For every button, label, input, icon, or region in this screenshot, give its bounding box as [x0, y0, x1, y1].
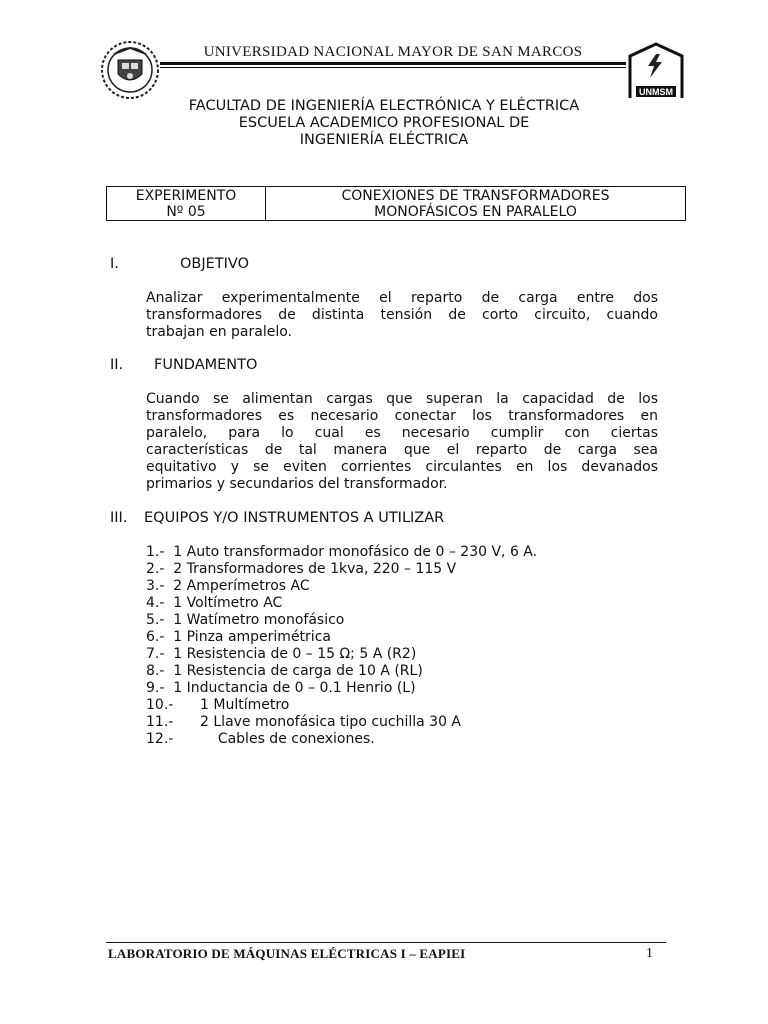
page-number: 1 — [646, 946, 653, 961]
faculty-logo-text: UNMSM — [639, 87, 673, 97]
section-title: FUNDAMENTO — [154, 357, 258, 373]
section-title: EQUIPOS Y/O INSTRUMENTOS A UTILIZAR — [144, 510, 445, 526]
faculty-heading — [100, 98, 668, 149]
section-equipos-heading — [110, 510, 444, 526]
paragraph-line: transformadores de distinta tensión de corto circuito, cuando — [146, 307, 658, 323]
list-item: 11.- 2 Llave monofásica tipo cuchilla 30 A — [146, 714, 462, 730]
paragraph-line: trabajan en paralelo. — [146, 324, 292, 340]
list-item: 6.- 1 Pinza amperimétrica — [146, 629, 331, 645]
section-number: III. — [110, 510, 128, 526]
experiment-title-cell — [266, 187, 685, 220]
paragraph-line: equitativo y se eviten corrientes circulantes en los devanados — [146, 459, 658, 475]
paragraph-line: Cuando se alimentan cargas que superan la capacidad de los — [146, 391, 658, 407]
list-item: 3.- 2 Amperímetros AC — [146, 578, 310, 594]
list-item: 9.- 1 Inductancia de 0 – 0.1 Henrio (L) — [146, 680, 416, 696]
experiment-label-cell — [107, 187, 266, 220]
equipment-list — [146, 544, 537, 748]
section-title: OBJETIVO — [180, 256, 250, 272]
paragraph-line: características de tal manera que el reparto de carga sea — [146, 442, 658, 458]
list-item: 5.- 1 Watímetro monofásico — [146, 612, 345, 628]
experiment-title-line-1: CONEXIONES DE TRANSFORMADORES — [341, 188, 610, 204]
paragraph-line: Analizar experimentalmente el reparto de carga entre dos — [146, 290, 658, 306]
experiment-label: EXPERIMENTO — [135, 188, 237, 204]
list-item: 8.- 1 Resistencia de carga de 10 A (RL) — [146, 663, 423, 679]
experiment-box — [106, 186, 686, 221]
faculty-line-2: ESCUELA ACADEMICO PROFESIONAL DE — [238, 115, 530, 131]
list-item: 12.- Cables de conexiones. — [146, 731, 375, 747]
experiment-number: Nº 05 — [166, 204, 206, 220]
section-objetivo-heading — [110, 256, 249, 272]
list-item: 2.- 2 Transformadores de 1kva, 220 – 115 V — [146, 561, 457, 577]
header-rule-thick — [160, 62, 626, 65]
objetivo-paragraph — [146, 290, 658, 341]
paragraph-line: transformadores es necesario conectar los transformadores en — [146, 408, 658, 424]
footer-rule — [106, 942, 666, 943]
section-fundamento-heading — [110, 357, 257, 373]
section-number: II. — [110, 357, 124, 373]
header-rule-thin — [160, 67, 626, 68]
list-item: 10.- 1 Multímetro — [146, 697, 290, 713]
footer-lab-title: LABORATORIO DE MÁQUINAS ELÉCTRICAS I – EAPIEI — [108, 946, 466, 961]
paragraph-line: paralelo, para lo cual es necesario cumplir con ciertas — [146, 425, 658, 441]
list-item: 7.- 1 Resistencia de 0 – 15 Ω; 5 A (R2) — [146, 646, 417, 662]
faculty-logo — [626, 42, 686, 100]
list-item: 1.- 1 Auto transformador monofásico de 0 – 230 V, 6 A. — [146, 544, 538, 560]
university-crest-logo — [100, 40, 160, 100]
faculty-line-3: INGENIERÍA ELÉCTRICA — [299, 132, 469, 148]
university-title: UNIVERSIDAD NACIONAL MAYOR DE SAN MARCOS — [203, 44, 583, 60]
fundamento-paragraph — [146, 391, 658, 493]
paragraph-line: primarios y secundarios del transformador. — [146, 476, 448, 492]
faculty-line-1: FACULTAD DE INGENIERÍA ELECTRÓNICA Y ELÉCTRICA — [188, 98, 580, 114]
experiment-title-line-2: MONOFÁSICOS EN PARALELO — [374, 204, 577, 220]
section-number: I. — [110, 256, 119, 272]
list-item: 4.- 1 Voltímetro AC — [146, 595, 283, 611]
